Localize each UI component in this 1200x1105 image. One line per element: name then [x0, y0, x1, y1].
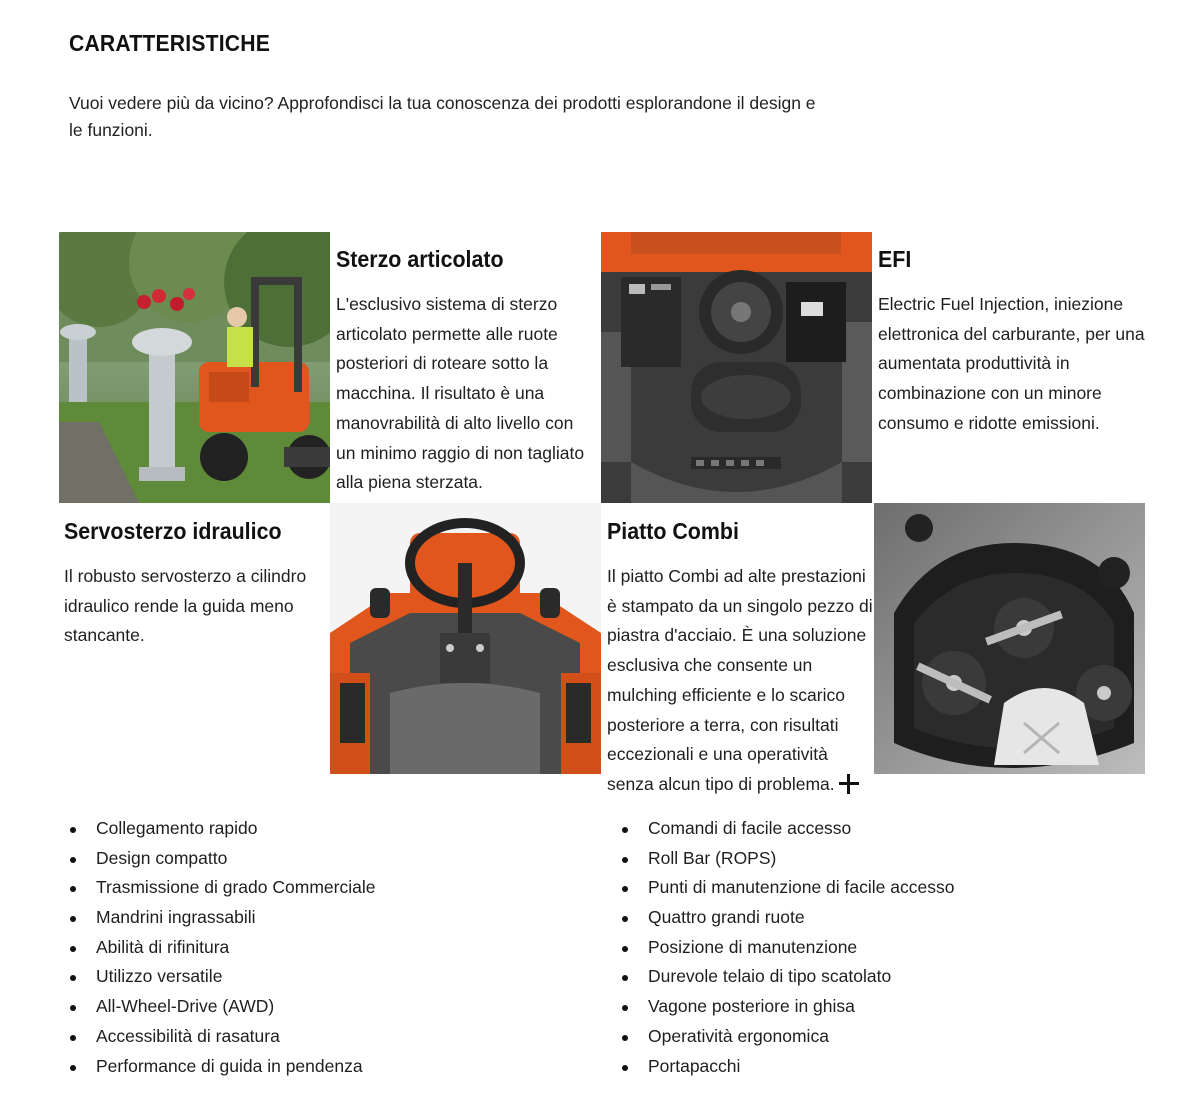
- feature-title-efi: EFI: [878, 246, 912, 272]
- list-item: Mandrini ingrassabili: [70, 903, 375, 933]
- list-item: Quattro grandi ruote: [622, 903, 954, 933]
- list-item: Vagone posteriore in ghisa: [622, 992, 954, 1022]
- list-item: Performance di guida in pendenza: [70, 1052, 375, 1082]
- feature-desc-servosterzo: Il robusto servosterzo a cilindro idraulico rende la guida meno stancante.: [64, 566, 307, 646]
- steering-wheel-seat-photo: [330, 503, 601, 774]
- list-item: Operatività ergonomica: [622, 1022, 954, 1052]
- feature-desc-piatto-combi: [607, 562, 873, 800]
- list-item: Posizione di manutenzione: [622, 933, 954, 963]
- intro-text: Vuoi vedere più da vicino? Approfondisci la tua conoscenza dei prodotti esplorandone il design e le funzioni.: [69, 93, 816, 140]
- list-item: Comandi di facile accesso: [622, 814, 954, 844]
- feature-list-left: [70, 814, 375, 1081]
- list-item: Accessibilità di rasatura: [70, 1022, 375, 1052]
- rider-mower-garden-photo: [59, 232, 330, 503]
- list-item: Collegamento rapido: [70, 814, 375, 844]
- page-title: CARATTERISTICHE: [69, 30, 271, 56]
- list-item: Trasmissione di grado Commerciale: [70, 873, 375, 903]
- feature-title-servosterzo: Servosterzo idraulico: [64, 518, 282, 544]
- list-item: Abilità di rifinitura: [70, 933, 375, 963]
- list-item: Portapacchi: [622, 1052, 954, 1082]
- plus-icon[interactable]: [839, 774, 859, 794]
- feature-title-piatto-combi: Piatto Combi: [607, 518, 739, 544]
- engine-compartment-photo: [601, 232, 872, 503]
- list-item: Utilizzo versatile: [70, 962, 375, 992]
- list-item: Durevole telaio di tipo scatolato: [622, 962, 954, 992]
- list-item: Roll Bar (ROPS): [622, 844, 954, 874]
- feature-desc-sterzo: L'esclusivo sistema di sterzo articolato permette alle ruote posteriori di roteare sotto la macchina. Il risultato è una manovrabilità di alto livello con un minimo raggio di non tagliato alla piena sterzata.: [336, 294, 585, 493]
- feature-desc-piatto-combi-text: Il piatto Combi ad alte prestazioni è stampato da un singolo pezzo di piastra d'acciaio. È una soluzione esclusiva che consente un mulching efficiente e lo scarico posteriore a terra, con risultati eccezionali e una operatività senza alcun tipo di problema.: [607, 566, 873, 794]
- list-item: All-Wheel-Drive (AWD): [70, 992, 375, 1022]
- feature-list-right: [622, 814, 954, 1081]
- list-item: Punti di manutenzione di facile accesso: [622, 873, 954, 903]
- feature-desc-efi: Electric Fuel Injection, iniezione elettronica del carburante, per una aumentata produttività in combinazione con un minore consumo e ridotte emissioni.: [878, 294, 1145, 433]
- list-item: Design compatto: [70, 844, 375, 874]
- cutting-deck-photo: [874, 503, 1145, 774]
- feature-title-sterzo: Sterzo articolato: [336, 246, 504, 272]
